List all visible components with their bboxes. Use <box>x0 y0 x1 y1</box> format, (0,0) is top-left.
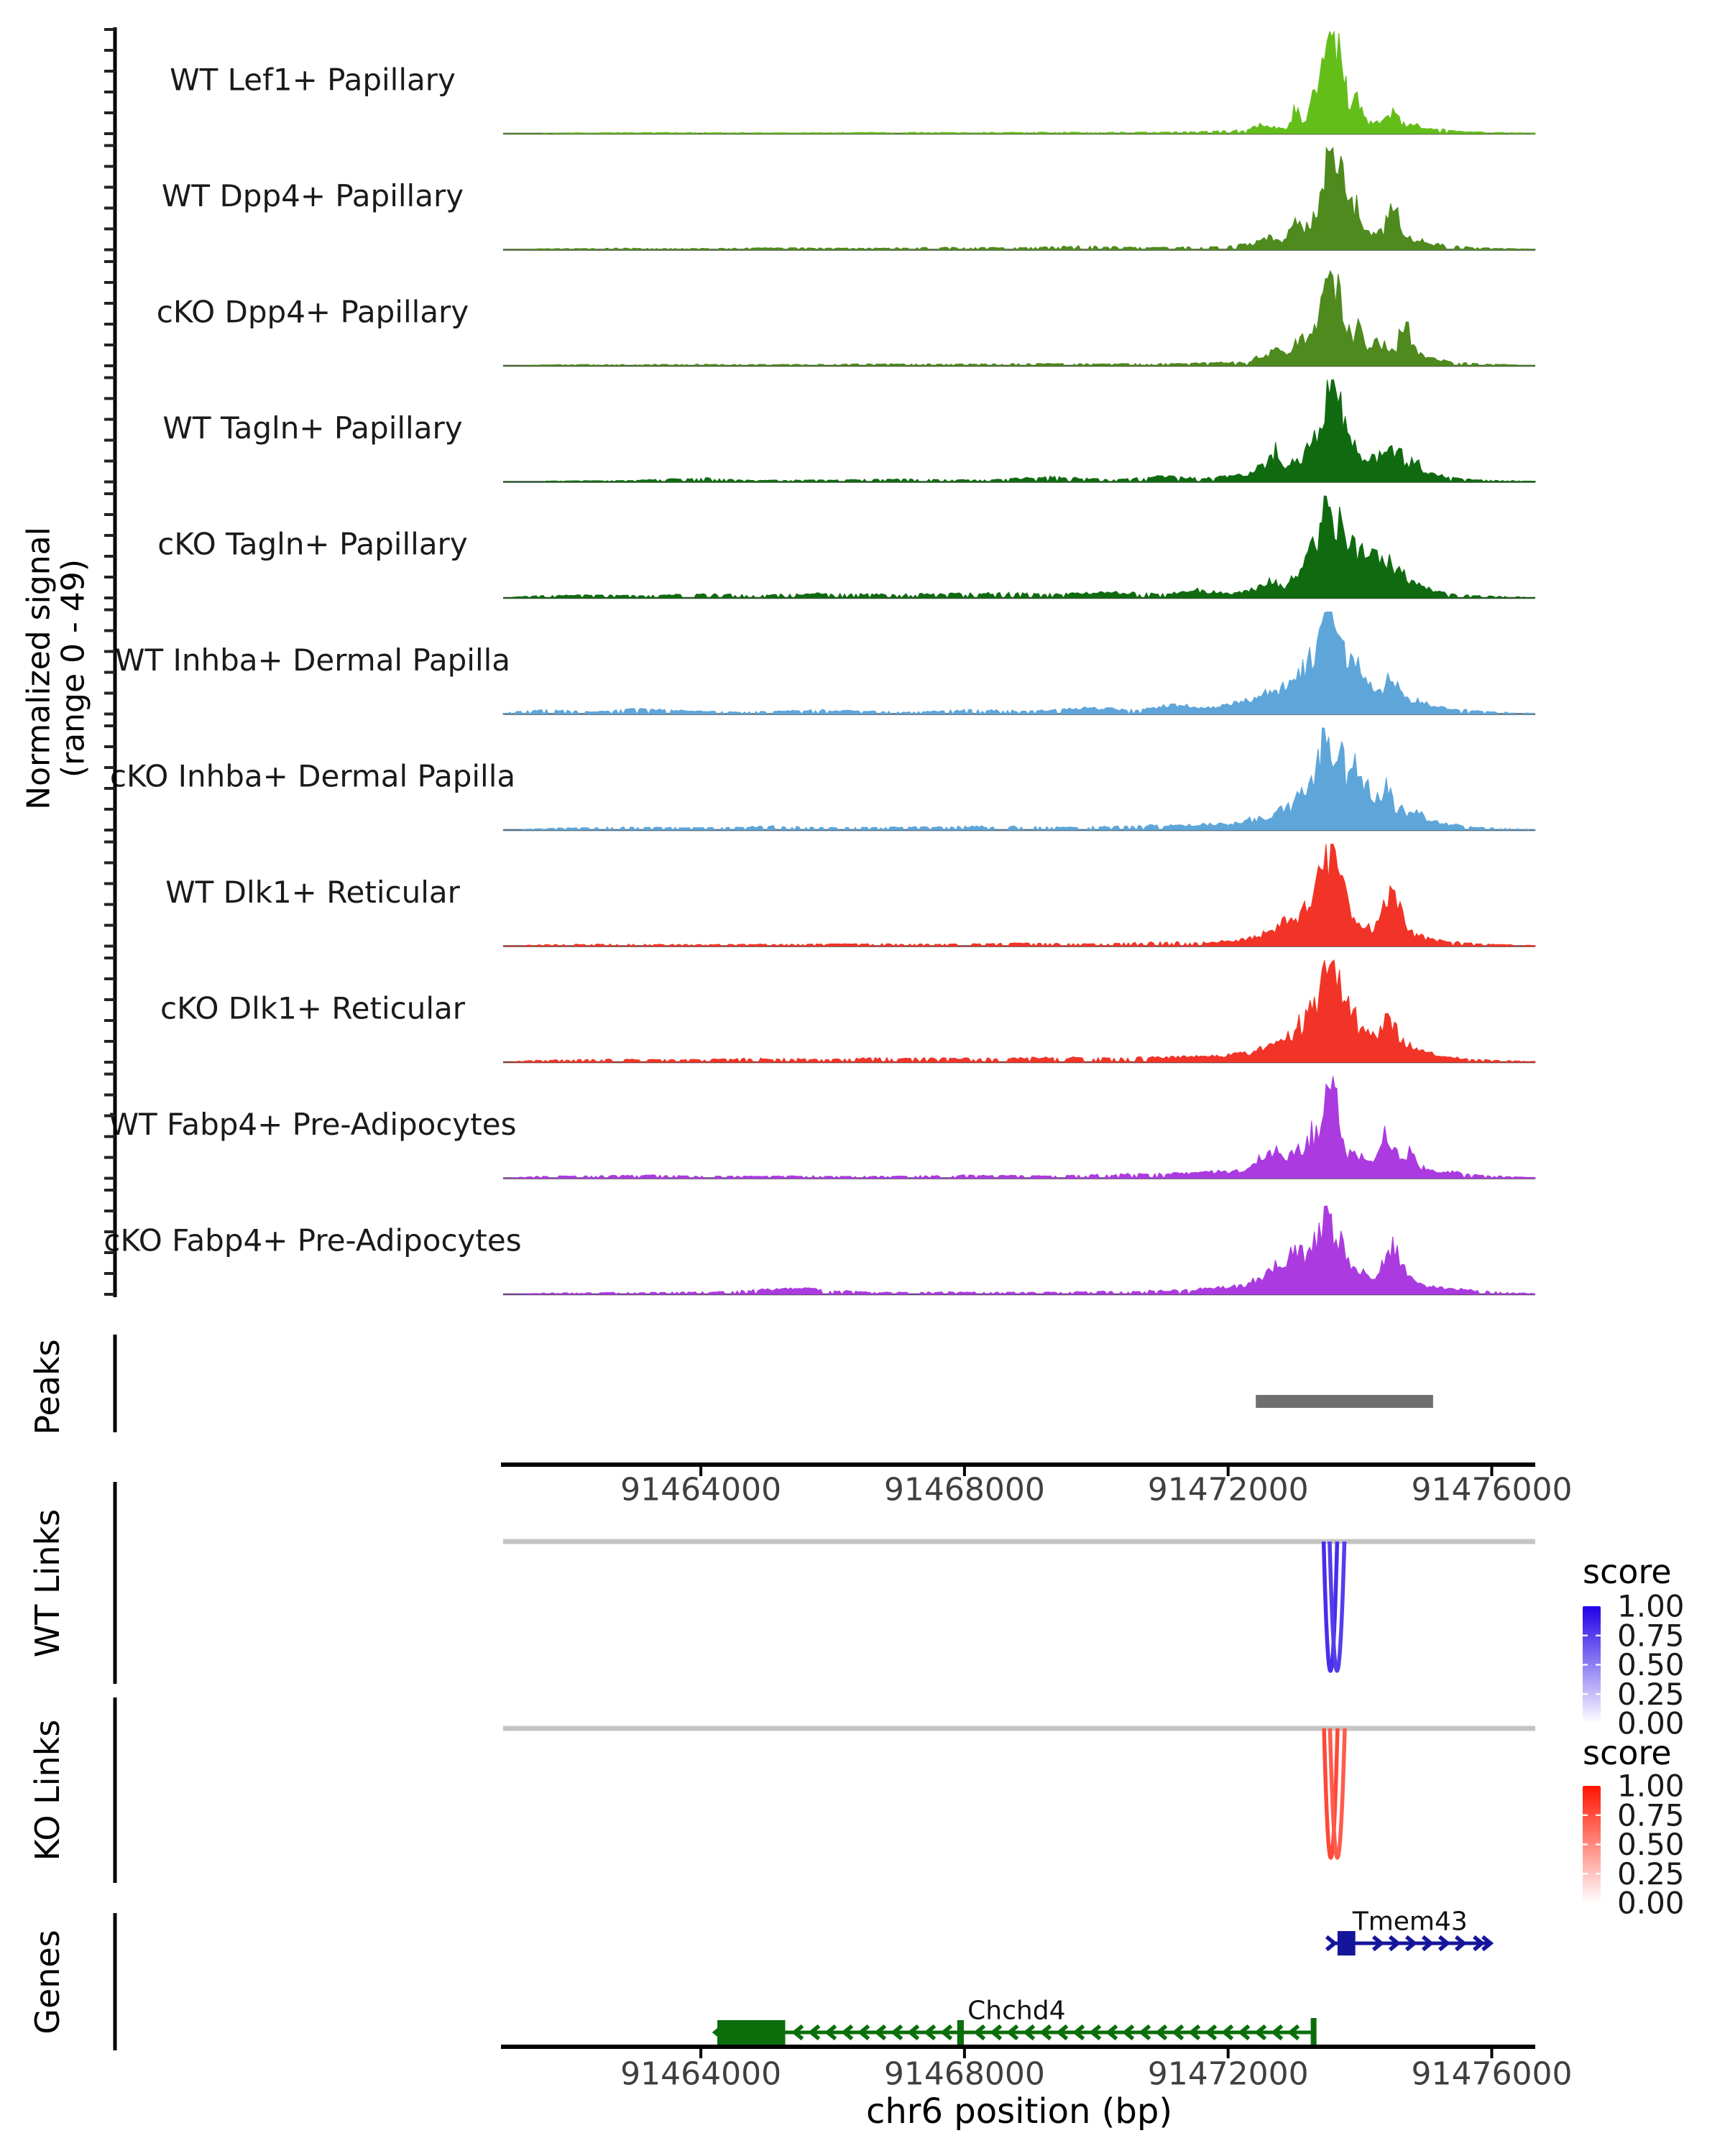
gene-label: Tmem43 <box>1352 1907 1468 1937</box>
axis-tick-label: 91476000 <box>1411 2055 1573 2093</box>
coverage-area <box>503 148 1535 250</box>
score-legend-tick-label: 0.00 <box>1617 1885 1685 1921</box>
track-label: WT Fabp4+ Pre-Adipocytes <box>109 1107 517 1142</box>
score-legend-tick-label: 0.50 <box>1617 1647 1685 1682</box>
y-axis-title-line1: Normalized signal <box>20 527 58 810</box>
coverage-area <box>503 960 1535 1062</box>
section-label-wt_links: WT Links <box>28 1508 67 1658</box>
score-legend-tick-label: 1.00 <box>1617 1588 1685 1624</box>
score-legend-tick-label: 0.75 <box>1617 1797 1685 1833</box>
track-label: WT Dpp4+ Papillary <box>161 178 464 213</box>
coverage-area <box>503 612 1535 714</box>
axis-tick-label: 91472000 <box>1147 1471 1309 1508</box>
axis-tick-label: 91468000 <box>883 1471 1045 1508</box>
section-label-ko_links: KO Links <box>28 1719 67 1861</box>
x-axis-title: chr6 position (bp) <box>865 2091 1173 2132</box>
signal-track-0 <box>170 32 1535 134</box>
axis-tick-label: 91476000 <box>1411 1471 1573 1508</box>
score-legend-tick-label: 0.25 <box>1617 1856 1685 1892</box>
score-legend-tick-label: 0.00 <box>1617 1705 1685 1741</box>
gene-label: Chchd4 <box>967 1996 1066 2026</box>
score-legend-title: score <box>1583 1733 1672 1772</box>
gene-tss-bar <box>1311 2018 1317 2047</box>
track-label: cKO Inhba+ Dermal Papilla <box>109 758 516 794</box>
signal-track-6 <box>110 728 1535 830</box>
peak-region-bar <box>1256 1395 1433 1408</box>
track-label: WT Dlk1+ Reticular <box>165 875 460 910</box>
signal-track-9 <box>109 1077 1535 1179</box>
gene-chchd4 <box>715 1996 1317 2047</box>
coverage-area <box>503 1077 1535 1179</box>
coverage-area <box>503 380 1535 482</box>
signal-track-8 <box>160 960 1535 1062</box>
coverage-area <box>503 271 1535 366</box>
coverage-area <box>503 728 1535 830</box>
signal-track-5 <box>115 612 1535 714</box>
gene-tmem43 <box>1327 1907 1491 1956</box>
track-label: cKO Tagln+ Papillary <box>157 526 468 562</box>
section-label-peaks: Peaks <box>28 1339 67 1435</box>
strand-arrow-icon <box>1327 1937 1335 1950</box>
track-label: cKO Dpp4+ Papillary <box>156 294 469 330</box>
gene-exon <box>957 2020 964 2045</box>
coverage-area <box>503 1206 1535 1294</box>
signal-track-1 <box>162 148 1535 250</box>
track-label: WT Tagln+ Papillary <box>162 410 463 446</box>
score-legend-title: score <box>1583 1552 1672 1591</box>
track-label: WT Inhba+ Dermal Papilla <box>114 642 511 678</box>
y-axis-title-line2: (range 0 - 49) <box>55 558 92 778</box>
score-legend-tick-label: 0.25 <box>1617 1676 1685 1712</box>
axis-tick-label: 91464000 <box>620 2055 782 2093</box>
coverage-area <box>503 844 1535 946</box>
track-label: WT Lef1+ Papillary <box>170 62 456 98</box>
track-label: cKO Fabp4+ Pre-Adipocytes <box>104 1222 522 1258</box>
coverage-area <box>503 32 1535 134</box>
score-legend-tick-label: 0.50 <box>1617 1827 1685 1862</box>
signal-track-2 <box>157 271 1535 366</box>
score-legend-tick-label: 1.00 <box>1617 1768 1685 1804</box>
gene-exon <box>717 2020 785 2045</box>
signal-track-4 <box>157 496 1535 598</box>
signal-track-7 <box>165 844 1535 946</box>
axis-tick-label: 91468000 <box>883 2055 1045 2093</box>
coverage-area <box>503 496 1535 598</box>
track-label: cKO Dlk1+ Reticular <box>160 990 465 1026</box>
signal-track-3 <box>162 380 1535 482</box>
signal-track-10 <box>104 1206 1535 1294</box>
section-label-genes: Genes <box>28 1930 67 2035</box>
axis-tick-label: 91464000 <box>620 1471 782 1508</box>
score-legend-tick-label: 0.75 <box>1617 1618 1685 1654</box>
axis-tick-label: 91472000 <box>1147 2055 1309 2093</box>
